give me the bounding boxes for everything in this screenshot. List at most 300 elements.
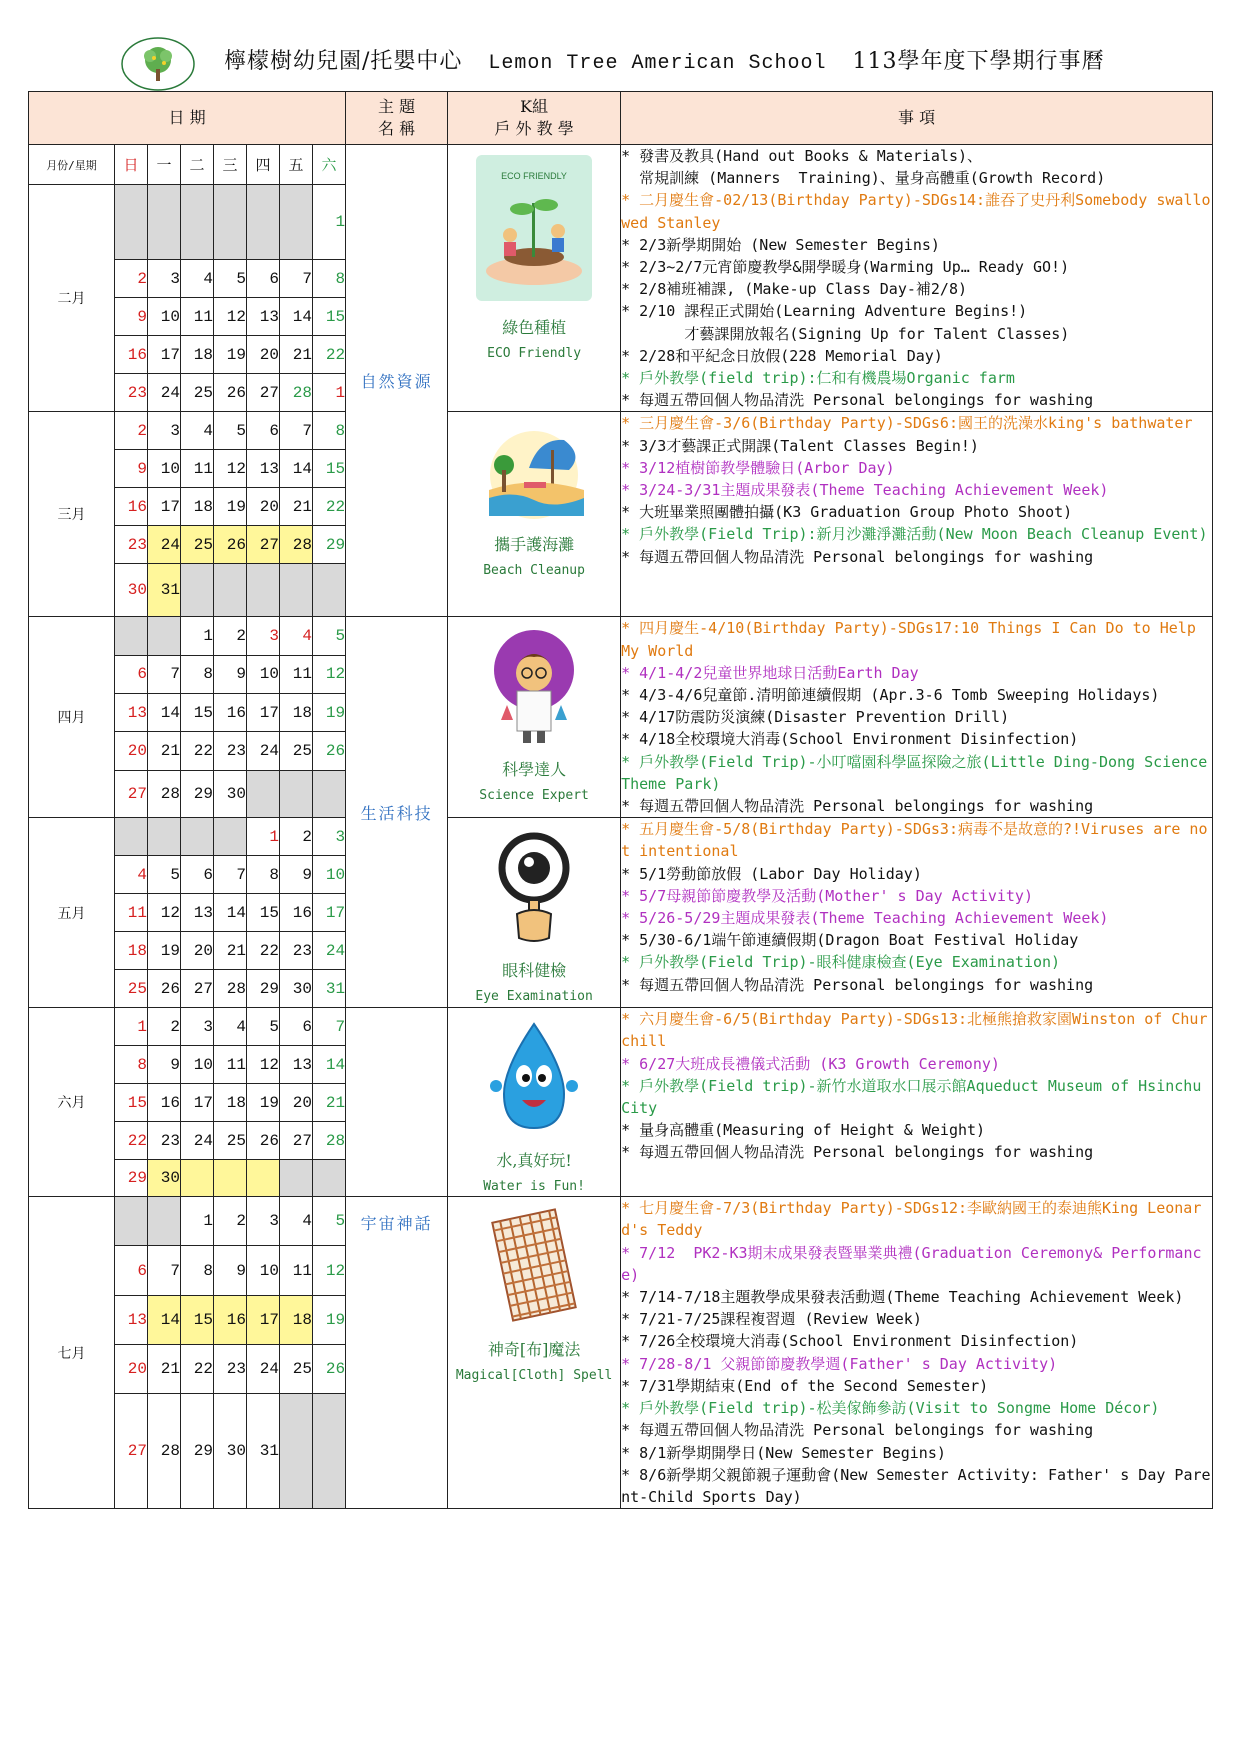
day-cell: 27 [280, 1122, 313, 1160]
day-cell: 28 [214, 970, 247, 1008]
day-cell: 8 [181, 1246, 214, 1295]
event-item: * 戶外教學(Field Trip)-眼科健康檢查(Eye Examination) [621, 953, 1061, 972]
day-cell [115, 617, 148, 655]
day-cell: 2 [280, 818, 313, 856]
day-cell: 1 [115, 1008, 148, 1046]
event-item: * 2/3新學期開始 (New Semester Begins) [621, 235, 940, 254]
day-cell [148, 818, 181, 856]
event-item: * 六月慶生會-6/5(Birthday Party)-SDGs13:北極熊搶救家園Winston of Churchill [621, 1010, 1208, 1051]
day-cell: 14 [148, 1295, 181, 1344]
outing-title-zh: 科學達人 [502, 760, 567, 780]
page-header [120, 36, 1120, 92]
day-cell: 11 [214, 1046, 247, 1084]
day-cell: 20 [247, 488, 280, 526]
day-cell: 17 [148, 336, 181, 374]
day-cell: 30 [214, 1393, 247, 1508]
day-cell: 22 [313, 488, 346, 526]
day-cell: 3 [247, 1197, 280, 1246]
day-cell: 8 [115, 1046, 148, 1084]
event-item: * 7/12 PK2-K3期末成果發表暨畢業典禮(Graduation Ceremony& Performance) [621, 1243, 1202, 1284]
day-cell: 9 [214, 1246, 247, 1295]
event-item: * 二月慶生會-02/13(Birthday Party)-SDGs14:誰吞了史丹利Somebody swallowed Stanley [621, 191, 1211, 232]
day-cell: 4 [181, 412, 214, 450]
event-item: 才藝課開放報名(Signing Up for Talent Classes) [621, 324, 1070, 343]
day-cell: 2 [214, 1197, 247, 1246]
day-cell: 13 [115, 1295, 148, 1344]
event-item: * 5/30-6/1端午節連續假期(Dragon Boat Festival Holiday [621, 931, 1079, 950]
day-cell: 1 [181, 1197, 214, 1246]
day-cell: 9 [115, 450, 148, 488]
event-item: * 量身高體重(Measuring of Height & Weight) [621, 1121, 986, 1140]
day-cell: 7 [214, 856, 247, 894]
day-cell: 12 [313, 1246, 346, 1295]
day-cell: 30 [214, 770, 247, 817]
title-en: Lemon Tree American School [488, 52, 827, 75]
header-theme: 主 題 名 稱 [346, 92, 448, 145]
week-row [29, 1008, 1213, 1046]
event-item: * 4/1-4/2兒童世界地球日活動Earth Day [621, 663, 919, 682]
week-row [29, 818, 1213, 856]
event-item: * 7/14-7/18主題教學成果發表活動週(Theme Teaching Achievement Week) [621, 1288, 1184, 1307]
day-cell: 29 [181, 1393, 214, 1508]
day-cell: 17 [148, 488, 181, 526]
outing-title-zh: 水,真好玩! [496, 1151, 572, 1171]
day-cell [280, 1393, 313, 1508]
day-cell: 9 [148, 1046, 181, 1084]
day-cell [115, 185, 148, 260]
event-item: * 戶外教學(Field trip)-松美傢飾參訪(Visit to Songme Home Décor) [621, 1399, 1160, 1418]
day-cell: 4 [214, 1008, 247, 1046]
day-cell: 15 [313, 450, 346, 488]
day-cell: 29 [115, 1160, 148, 1197]
day-cell: 19 [148, 932, 181, 970]
event-item: * 4/3-4/6兒童節.清明節連續假期 (Apr.3-6 Tomb Sweeping Holidays) [621, 686, 1160, 705]
day-cell: 30 [280, 970, 313, 1008]
day-cell: 3 [247, 617, 280, 655]
day-cell [313, 564, 346, 617]
table-header-row [29, 92, 1213, 145]
outdoor-cell [448, 617, 621, 818]
day-cell [280, 564, 313, 617]
day-cell: 26 [214, 526, 247, 564]
day-cell [214, 564, 247, 617]
title-term: 113學年度下學期行事曆 [852, 49, 1105, 74]
day-cell: 6 [115, 1246, 148, 1295]
day-cell: 14 [280, 298, 313, 336]
day-cell [181, 185, 214, 260]
day-cell: 20 [181, 932, 214, 970]
event-item: * 每週五帶回個人物品清洗 Personal belongings for washing [621, 975, 1094, 994]
day-cell: 30 [148, 1160, 181, 1197]
events-cell [621, 818, 1213, 1008]
outing-title-zh: 攜手護海灘 [494, 535, 575, 555]
event-item: * 每週五帶回個人物品清洗 Personal belongings for washing [621, 797, 1094, 816]
event-item: * 6/27大班成長禮儀式活動 (K3 Growth Ceremony) [621, 1054, 1000, 1073]
day-cell: 31 [313, 970, 346, 1008]
day-cell: 18 [214, 1084, 247, 1122]
event-item: * 發書及教具(Hand out Books & Materials)、 [621, 147, 983, 165]
day-cell: 23 [115, 374, 148, 412]
day-cell: 11 [115, 894, 148, 932]
day-cell: 5 [214, 412, 247, 450]
month-weekday-label: 月份/星期 [29, 145, 115, 185]
event-item: * 5/7母親節節慶教學及活動(Mother' s Day Activity) [621, 886, 1033, 905]
event-item: * 每週五帶回個人物品清洗 Personal belongings for washing [621, 547, 1094, 566]
beach-icon [448, 420, 620, 524]
event-item: * 4/17防震防災演練(Disaster Prevention Drill) [621, 708, 1010, 727]
day-cell [148, 185, 181, 260]
day-cell: 25 [280, 1344, 313, 1393]
day-cell: 29 [181, 770, 214, 817]
day-cell [280, 1160, 313, 1197]
day-cell [247, 185, 280, 260]
day-cell: 22 [181, 732, 214, 770]
outdoor-cell [448, 145, 621, 412]
day-cell: 11 [181, 298, 214, 336]
weekday-4: 四 [247, 145, 280, 185]
month-label: 五月 [29, 818, 115, 1008]
day-cell: 2 [148, 1008, 181, 1046]
day-cell: 15 [181, 694, 214, 732]
header-events: 事 項 [621, 92, 1213, 145]
events-cell [621, 617, 1217, 818]
outdoor-cell [448, 1008, 621, 1197]
day-cell: 13 [115, 694, 148, 732]
day-cell: 7 [148, 1246, 181, 1295]
weekday-6: 六 [313, 145, 346, 185]
outing-title-en: ECO Friendly [487, 346, 582, 361]
day-cell: 5 [247, 1008, 280, 1046]
outing-title-en: Water is Fun! [483, 1179, 585, 1195]
day-cell: 14 [280, 450, 313, 488]
day-cell: 15 [247, 894, 280, 932]
day-cell: 26 [313, 732, 346, 770]
day-cell [214, 818, 247, 856]
day-cell: 10 [247, 1246, 280, 1295]
day-cell: 24 [247, 1344, 280, 1393]
day-cell: 13 [247, 298, 280, 336]
day-cell: 12 [247, 1046, 280, 1084]
day-cell: 12 [214, 450, 247, 488]
day-cell: 11 [181, 450, 214, 488]
day-cell: 15 [181, 1295, 214, 1344]
month-label: 六月 [29, 1008, 115, 1197]
day-cell: 20 [247, 336, 280, 374]
day-cell: 20 [115, 732, 148, 770]
day-cell: 4 [115, 856, 148, 894]
day-cell: 7 [148, 655, 181, 693]
day-cell: 10 [181, 1046, 214, 1084]
day-cell: 28 [280, 526, 313, 564]
day-cell: 27 [247, 374, 280, 412]
day-cell: 28 [148, 770, 181, 817]
day-cell: 29 [247, 970, 280, 1008]
day-cell: 5 [313, 1197, 346, 1246]
outdoor-cell [448, 412, 621, 617]
day-cell: 10 [313, 856, 346, 894]
event-item: * 五月慶生會-5/8(Birthday Party)-SDGs3:病毒不是故意的?!Viruses are not intentional [621, 820, 1208, 861]
weekday-3: 三 [214, 145, 247, 185]
day-cell: 30 [115, 564, 148, 617]
day-cell: 24 [148, 526, 181, 564]
event-item: * 每週五帶回個人物品清洗 Personal belongings for washing [621, 391, 1094, 410]
day-cell: 25 [181, 526, 214, 564]
day-cell [214, 1160, 247, 1197]
day-cell: 28 [313, 1122, 346, 1160]
outing-title-en: Science Expert [479, 788, 589, 804]
day-cell [181, 564, 214, 617]
day-cell: 21 [148, 732, 181, 770]
event-item: * 每週五帶回個人物品清洗 Personal belongings for washing [621, 1143, 1094, 1162]
day-cell [247, 1160, 280, 1197]
theme-cell: 宇宙神話 [346, 1197, 448, 1509]
day-cell: 27 [115, 770, 148, 817]
day-cell: 29 [313, 526, 346, 564]
outing-title-en: Eye Examination [475, 989, 593, 1005]
day-cell [280, 770, 313, 817]
day-cell: 1 [247, 818, 280, 856]
day-cell: 19 [214, 336, 247, 374]
day-cell: 7 [280, 260, 313, 298]
month-label: 二月 [29, 185, 115, 412]
day-cell: 11 [280, 1246, 313, 1295]
day-cell: 21 [313, 1084, 346, 1122]
event-item: * 2/28和平紀念日放假(228 Memorial Day) [621, 346, 943, 365]
day-cell: 1 [313, 185, 346, 260]
day-cell: 10 [247, 655, 280, 693]
weekday-1: 一 [148, 145, 181, 185]
day-cell: 18 [181, 336, 214, 374]
day-cell: 10 [148, 450, 181, 488]
day-cell [280, 185, 313, 260]
day-cell: 9 [214, 655, 247, 693]
title-zh: 檸檬樹幼兒園/托嬰中心 [224, 49, 463, 74]
page-title [224, 44, 1104, 75]
day-cell: 3 [313, 818, 346, 856]
day-cell: 13 [181, 894, 214, 932]
day-cell: 4 [181, 260, 214, 298]
magnifier-icon [448, 826, 620, 950]
day-cell: 2 [115, 260, 148, 298]
day-cell [247, 564, 280, 617]
day-cell: 3 [148, 412, 181, 450]
day-cell: 14 [214, 894, 247, 932]
day-cell: 23 [148, 1122, 181, 1160]
day-cell: 19 [313, 694, 346, 732]
day-cell: 27 [247, 526, 280, 564]
events-cell [621, 412, 1213, 617]
day-cell: 26 [313, 1344, 346, 1393]
theme-cell-empty [346, 1008, 448, 1197]
day-cell: 17 [313, 894, 346, 932]
day-cell: 24 [313, 932, 346, 970]
event-item: * 每週五帶回個人物品清洗 Personal belongings for washing [621, 1421, 1094, 1440]
day-cell: 17 [247, 694, 280, 732]
day-cell: 24 [148, 374, 181, 412]
event-item: * 7/26全校環境大消毒(School Environment Disinfection) [621, 1332, 1079, 1351]
day-cell: 8 [247, 856, 280, 894]
outing-title-zh: 神奇[布]魔法 [487, 1340, 581, 1360]
eco-friendly-icon [448, 153, 620, 307]
day-cell [115, 818, 148, 856]
day-cell: 16 [115, 488, 148, 526]
day-cell: 15 [115, 1084, 148, 1122]
day-cell [313, 1393, 346, 1508]
day-cell: 6 [181, 856, 214, 894]
eco-icon-caption: ECO FRIENDLY [501, 171, 568, 181]
day-cell: 9 [115, 298, 148, 336]
day-cell: 3 [148, 260, 181, 298]
event-item: * 2/3~2/7元宵節慶教學&開學暖身(Warming Up… Ready GO!) [621, 258, 1070, 277]
events-cell [621, 1008, 1213, 1197]
day-cell: 22 [115, 1122, 148, 1160]
weekday-5: 五 [280, 145, 313, 185]
day-cell [214, 185, 247, 260]
day-cell: 20 [280, 1084, 313, 1122]
day-cell: 9 [280, 856, 313, 894]
header-date: 日 期 [29, 92, 346, 145]
day-cell: 14 [148, 694, 181, 732]
day-cell: 16 [280, 894, 313, 932]
day-cell: 26 [214, 374, 247, 412]
day-cell: 13 [280, 1046, 313, 1084]
day-cell: 16 [115, 336, 148, 374]
event-item: * 7/31學期結束(End of the Second Semester) [621, 1376, 989, 1395]
event-item: * 四月慶生-4/10(Birthday Party)-SDGs17:10 Things I Can Do to Help My World [621, 619, 1205, 660]
day-cell: 5 [214, 260, 247, 298]
day-cell [181, 818, 214, 856]
event-item: * 5/26-5/29主題成果發表(Theme Teaching Achievement Week) [621, 909, 1109, 928]
day-cell: 8 [313, 260, 346, 298]
event-item: * 戶外教學(Field Trip)-小叮噹園科學區探險之旅(Little Ding-Dong Science Theme Park) [621, 752, 1217, 793]
event-item: * 3/12植樹節教學體驗日(Arbor Day) [621, 458, 895, 477]
outing-title-zh: 綠色種植 [502, 318, 567, 337]
day-cell: 28 [280, 374, 313, 412]
day-cell: 25 [214, 1122, 247, 1160]
event-item: * 3/3才藝課正式開課(Talent Classes Begin!) [621, 436, 979, 455]
day-cell [313, 770, 346, 817]
day-cell: 18 [280, 694, 313, 732]
day-cell: 25 [115, 970, 148, 1008]
lemon-tree-logo-icon [120, 36, 196, 92]
day-cell: 14 [313, 1046, 346, 1084]
day-cell: 6 [280, 1008, 313, 1046]
month-label: 四月 [29, 617, 115, 818]
event-item: * 戶外教學(field trip):仁和有機農場Organic farm [621, 369, 1015, 388]
day-cell: 19 [247, 1084, 280, 1122]
day-cell: 8 [181, 655, 214, 693]
day-cell: 31 [148, 564, 181, 617]
day-cell [181, 1160, 214, 1197]
events-cell [621, 1197, 1213, 1509]
day-cell: 3 [181, 1008, 214, 1046]
outdoor-cell [448, 818, 621, 1008]
weekday-row [29, 145, 1213, 185]
day-cell: 22 [181, 1344, 214, 1393]
weekday-2: 二 [181, 145, 214, 185]
day-cell: 16 [148, 1084, 181, 1122]
day-cell: 10 [148, 298, 181, 336]
day-cell: 12 [313, 655, 346, 693]
day-cell: 21 [280, 488, 313, 526]
day-cell: 21 [214, 932, 247, 970]
day-cell: 26 [247, 1122, 280, 1160]
day-cell: 23 [280, 932, 313, 970]
weekday-0: 日 [115, 145, 148, 185]
day-cell: 16 [214, 694, 247, 732]
day-cell: 1 [181, 617, 214, 655]
event-item: * 7/28-8/1 父親節節慶教學週(Father' s Day Activity) [621, 1354, 1058, 1373]
day-cell: 13 [247, 450, 280, 488]
day-cell: 27 [115, 1393, 148, 1508]
day-cell: 20 [115, 1344, 148, 1393]
outing-title-en: Beach Cleanup [483, 563, 585, 579]
day-cell: 25 [280, 732, 313, 770]
theme-cell: 生活科技 [346, 617, 448, 1008]
event-item: * 戶外教學(Field Trip):新月沙灘淨灘活動(New Moon Beach Cleanup Event) [621, 525, 1208, 544]
day-cell: 21 [280, 336, 313, 374]
outing-title-zh: 眼科健檢 [502, 961, 567, 981]
day-cell: 5 [313, 617, 346, 655]
day-cell: 23 [214, 732, 247, 770]
day-cell: 6 [115, 655, 148, 693]
day-cell: 2 [115, 412, 148, 450]
day-cell: 22 [313, 336, 346, 374]
outing-title-en: Magical[Cloth] Spell [455, 1368, 613, 1384]
day-cell [148, 1197, 181, 1246]
event-item: * 戶外教學(Field trip)-新竹水道取水口展示館Aqueduct Museum of Hsinchu City [621, 1076, 1211, 1118]
event-item: * 3/24-3/31主題成果發表(Theme Teaching Achievement Week) [621, 481, 1109, 500]
day-cell: 18 [181, 488, 214, 526]
day-cell: 16 [214, 1295, 247, 1344]
events-cell [621, 145, 1213, 412]
day-cell: 27 [181, 970, 214, 1008]
event-item: * 大班畢業照團體拍攝(K3 Graduation Group Photo Shoot) [621, 503, 1073, 522]
day-cell: 18 [115, 932, 148, 970]
day-cell [148, 617, 181, 655]
month-label: 三月 [29, 412, 115, 617]
day-cell: 4 [280, 1197, 313, 1246]
day-cell: 19 [214, 488, 247, 526]
day-cell: 31 [247, 1393, 280, 1508]
day-cell [115, 1197, 148, 1246]
event-item: * 七月慶生會-7/3(Birthday Party)-SDGs12:李歐納國王的泰迪熊King Leonard's Teddy [621, 1199, 1202, 1240]
day-cell: 6 [247, 412, 280, 450]
theme-cell: 自然資源 [346, 145, 448, 617]
day-cell: 22 [247, 932, 280, 970]
day-cell [247, 770, 280, 817]
month-label: 七月 [29, 1197, 115, 1509]
day-cell: 5 [148, 856, 181, 894]
day-cell: 4 [280, 617, 313, 655]
day-cell: 26 [148, 970, 181, 1008]
day-cell: 17 [247, 1295, 280, 1344]
day-cell: 1 [313, 374, 346, 412]
day-cell: 8 [313, 412, 346, 450]
day-cell: 12 [148, 894, 181, 932]
day-cell: 15 [313, 298, 346, 336]
day-cell: 18 [280, 1295, 313, 1344]
header-outdoor: K組 戶 外 教 學 [448, 92, 621, 145]
day-cell: 21 [148, 1344, 181, 1393]
day-cell: 25 [181, 374, 214, 412]
day-cell: 19 [313, 1295, 346, 1344]
day-cell: 28 [148, 1393, 181, 1508]
event-item: * 8/6新學期父親節親子運動會(New Semester Activity: Father' s Day Parent-Child Sports Day) [621, 1465, 1211, 1506]
cloth-icon [448, 1205, 620, 1329]
event-item: * 2/8補班補課, (Make-up Class Day-補2/8) [621, 280, 968, 299]
day-cell: 11 [280, 655, 313, 693]
